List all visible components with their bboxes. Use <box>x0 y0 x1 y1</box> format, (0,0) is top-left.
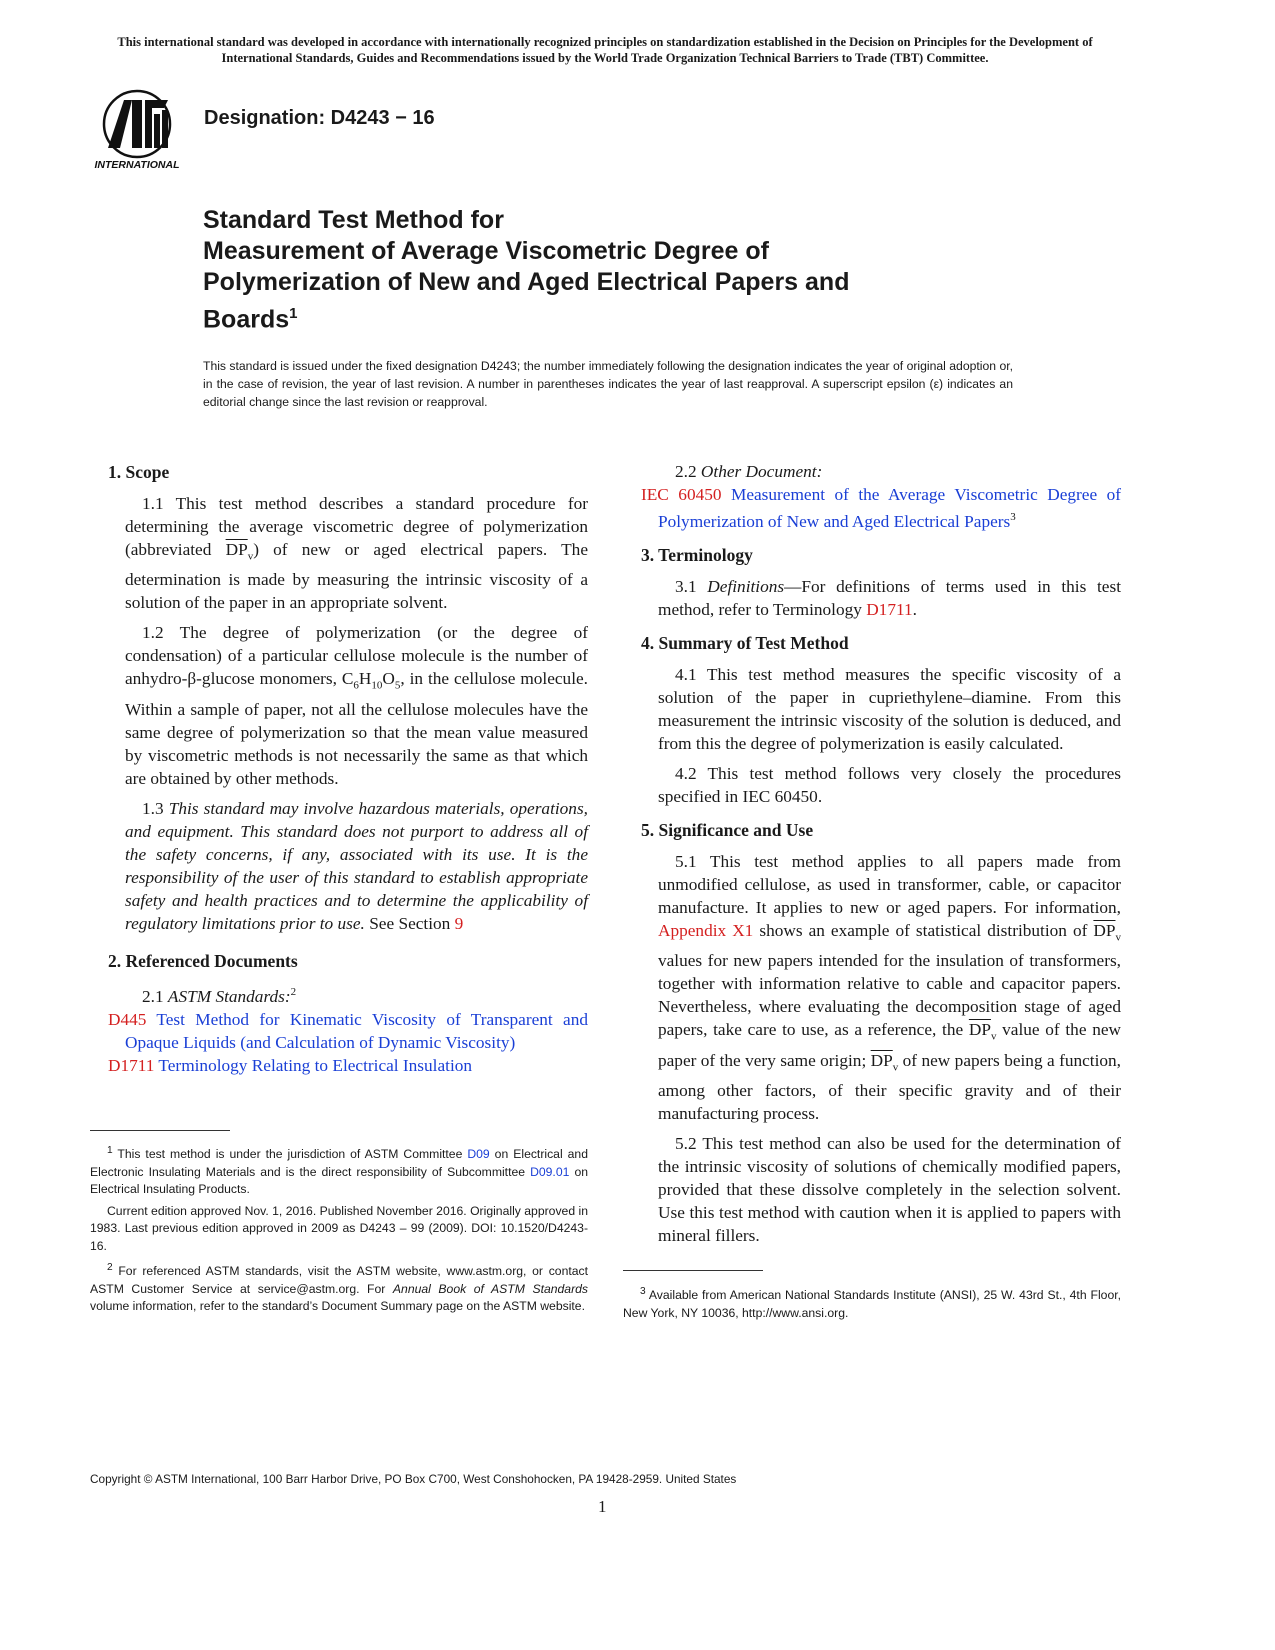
designation: Designation: D4243 − 16 <box>204 107 435 129</box>
para-1-3: 1.3 This standard may involve hazardous materials, operations, and equipment. This standard does not purport to address all of the safety concerns, if any, associated with its use. It is the responsibility of the user of this standard to establish appropriate safety and health practices and to determine the applicability of regulatory limitations prior to use. See Section 9 <box>125 798 588 933</box>
reference-d1711 <box>108 1054 588 1077</box>
footnote-rule-right <box>623 1270 763 1271</box>
document-title <box>203 205 963 335</box>
astm-logo <box>90 86 190 172</box>
para-2-2: 2.2 Other Document: <box>675 462 823 481</box>
copyright: Copyright © ASTM International, 100 Barr Harbor Drive, PO Box C700, West Conshohocken, PA 19428-2959. United States <box>90 1472 737 1486</box>
d09-link[interactable]: D09 <box>467 1147 490 1162</box>
page-number: 1 <box>598 1497 607 1516</box>
footnote-3: $^3$ Available from American National Standards Institute (ANSI), 25 W. 43rd St., 4th Floor, New York, NY 10036, http://www.ansi.org. <box>623 1286 1121 1320</box>
footnotes-right <box>623 1283 1121 1326</box>
left-column <box>108 460 588 1077</box>
para-1-1: 1.1 This test method describes a standard procedure for determining the average viscometric degree of polymerization (abbreviated $\overline{DP}_v$) of new or aged electrical papers. The determination is made by measuring the intrinsic viscosity of a solution of the paper in an appropriate solvent. <box>125 494 588 613</box>
section-5-heading: 5. Significance and Use <box>641 819 814 840</box>
appendix-x1-link[interactable]: Appendix X1 <box>658 920 754 940</box>
para-4-1: 4.1 This test method measures the specific viscosity of a solution of the paper in cupriethylene–diamine. From this measurement the intrinsic viscosity of the solution is deduced, and from this the degree of polymerization is easily calculated. <box>658 664 1121 753</box>
right-column <box>641 460 1121 1254</box>
section-1-heading: 1. Scope <box>108 462 170 482</box>
title-line-3: Polymerization of New and Aged Electrical Papers and <box>203 268 850 296</box>
section-2-heading: 2. Referenced Documents <box>108 950 298 971</box>
d445-title-link[interactable]: Test Method for Kinematic Viscosity of Transparent and Opaque Liquids (and Calculation of Dynamic Viscosity) <box>125 1009 588 1052</box>
wto-notice: This international standard was developed in accordance with internationally recognized principles on standardization established in the Decision on Principles for the Development of International Standards, Guides and Recommendations issued by the World Trade Organization Technical Barriers to Trade (TBT) Committee. <box>117 35 1093 65</box>
para-3-1: 3.1 Definitions—For definitions of terms used in this test method, refer to Terminology D1711. <box>658 576 1122 619</box>
para-5-1: 5.1 This test method applies to all papers made from unmodified cellulose, as used in transformer, cable, or capacitor manufacture. It applies to new or aged papers. For information, Appendix X1 shows an example of statistical distribution of $\overline{DP}_v$ values for new papers intended for the insulation of transformers, together with information relative to cable and capacitor papers. Nevertheless, where evaluating the decomposition stage of aged papers, take care to use, as a reference, the $\overline{DP}_v$ value of the new paper of the very same origin; $\overline{DP}_v$ of new papers being a function, among other factors, of their specific gravity and of their manufacturing process. <box>658 851 1121 1124</box>
para-4-2: 4.2 This test method follows very closely the procedures specified in IEC 60450. <box>658 763 1121 806</box>
footnote-2: $^2$ For referenced ASTM standards, visit the ASTM website, www.astm.org, or contact ASTM Customer Service at service@astm.org. For Annual Book of ASTM Standards volume information, refer to the standard’s Document Summary page on the ASTM website. <box>90 1262 588 1314</box>
d1711-terminology-link[interactable]: D1711 <box>866 599 913 619</box>
footnote-1: $^1$ This test method is under the jurisdiction of ASTM Committee D09 on Electrical and Electronic Insulating Materials and is the direct responsibility of Subcommittee D09.01 on Electrical Insulating Products. <box>90 1145 589 1197</box>
title-line-1: Standard Test Method for <box>203 206 504 234</box>
para-2-1: 2.1 ASTM Standards:$^2$ <box>142 985 297 1006</box>
d0901-link[interactable]: D09.01 <box>530 1164 570 1179</box>
iec-60450-link[interactable]: IEC 60450 <box>641 485 722 504</box>
reference-iec-60450: IEC 60450 Measurement of the Average Viscometric Degree of Polymerization of New and Aged Electrical Papers$^3$ <box>641 485 1121 531</box>
title-footnote-mark: 1 <box>289 305 298 322</box>
logo-international-text: INTERNATIONAL <box>94 159 180 171</box>
reference-d445 <box>108 1008 588 1054</box>
section-4-heading: 4. Summary of Test Method <box>641 632 849 653</box>
issue-note: This standard is issued under the fixed designation D4243; the number immediately following the designation indicates the year of original adoption or, in the case of revision, the year of last revision. A number in parentheses indicates the year of last reapproval. A superscript epsilon (ε) indicates an editorial change since the last revision or reapproval. <box>203 359 1013 409</box>
d445-link[interactable]: D445 <box>108 1009 147 1029</box>
section-3-heading: 3. Terminology <box>641 544 753 565</box>
para-5-2: 5.2 This test method can also be used for the determination of the intrinsic viscosity of solutions of chemically modified papers, provided that these dissolve completely in the selection solvent. Use this test method with caution when it is applied to papers with mineral fillers. <box>658 1134 1121 1246</box>
title-line-4: Boards <box>203 305 290 334</box>
title-line-2: Measurement of Average Viscometric Degree of <box>203 237 769 265</box>
d1711-title-link[interactable]: Terminology Relating to Electrical Insulation <box>154 1055 473 1075</box>
footnote-rule-left <box>90 1130 230 1131</box>
d1711-link[interactable]: D1711 <box>108 1055 155 1075</box>
footnote-1-edition: Current edition approved Nov. 1, 2016. Published November 2016. Originally approved in 1983. Last previous edition approved in 2009 as D4243 – 99 (2009). DOI: 10.1520/D4243-16. <box>90 1203 588 1253</box>
para-1-2: 1.2 The degree of polymerization (or the degree of condensation) of a particular cellulose molecule is the number of anhydro-β-glucose monomers, $C_6H_{10}O_5$, in the cellulose molecule. Within a sample of paper, not all the cellulose molecules have the same degree of polymerization so that the mean value measured by viscometric methods is not necessarily the same as that which are obtained by other methods. <box>125 623 588 788</box>
section-9-link[interactable]: 9 <box>454 913 464 933</box>
footnotes-left <box>90 1142 588 1320</box>
iec-60450-title-link[interactable]: Measurement of the Average Viscometric Degree of Polymerization of New and Aged Electrical Papers <box>658 485 1121 531</box>
